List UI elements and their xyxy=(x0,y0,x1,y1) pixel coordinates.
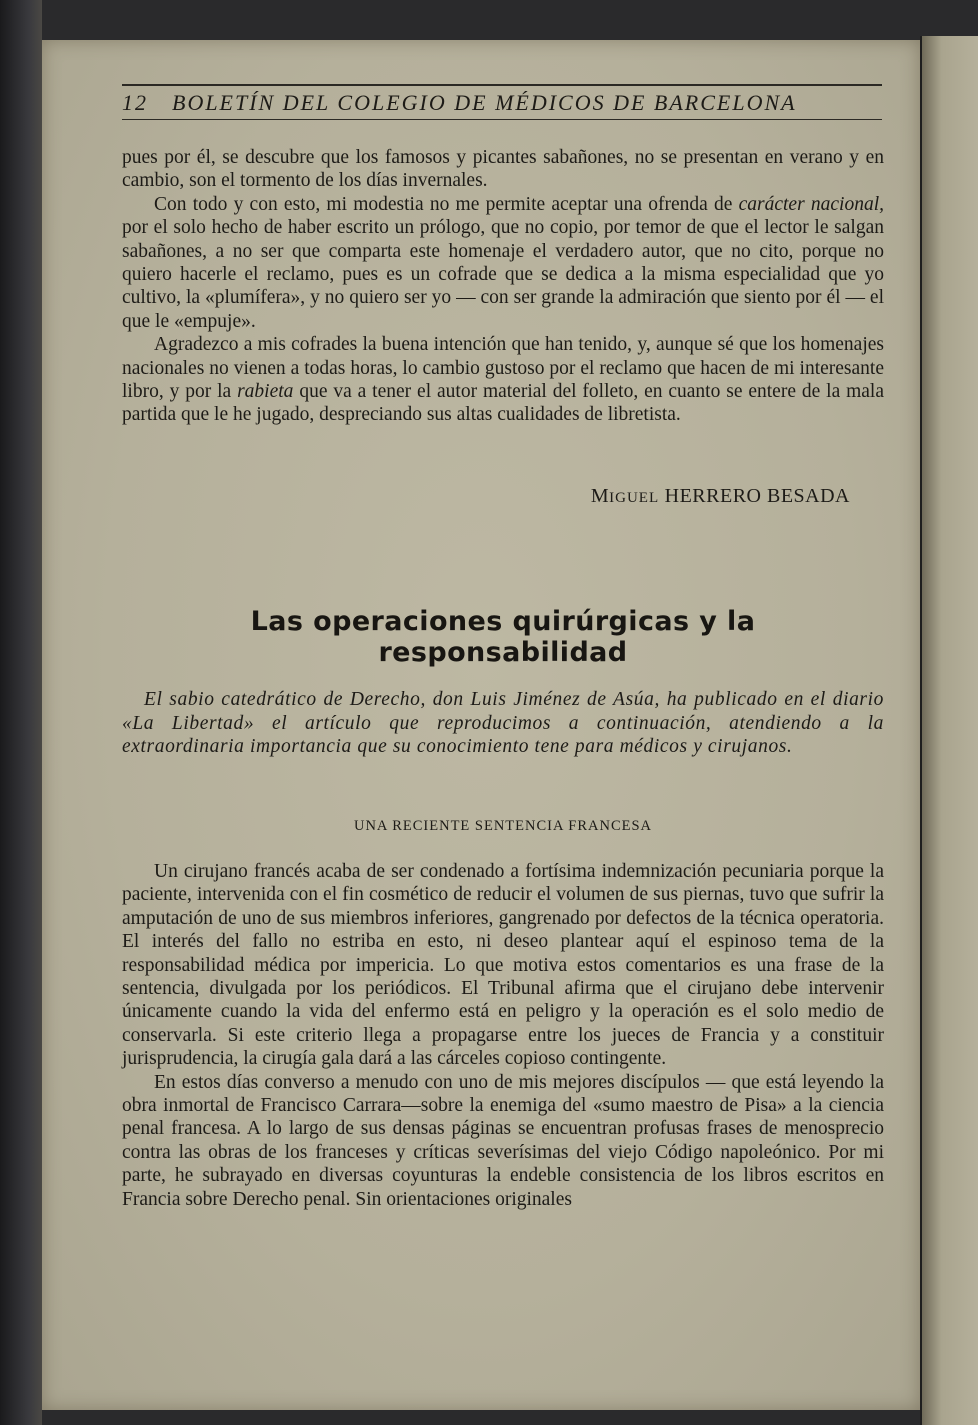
emphasis-text: rabieta xyxy=(237,381,294,403)
previous-article-paragraph: Con todo y con esto, mi modestia no me permite aceptar una ofrenda de carácter nacional, por el solo hecho de haber escrito un prólogo, que no copio, por temor de que el lector le salgan sabañones, a no ser que comparta este homenaje el verdadero autor, que no cito, porque no quiero hacerle el reclamo, pues es un cofrade que se dedica a la misma especialidad que yo cultivo, la «plumífera», y no quiero ser yo — con ser grande la admiración que siento por él — el que le «empuje». xyxy=(122,193,884,332)
journal-title: BOLETÍN DEL COLEGIO DE MÉDICOS DE BARCELONA xyxy=(172,90,797,115)
running-header xyxy=(122,84,882,120)
adjacent-page-edge xyxy=(920,36,978,1425)
emphasis-text: carácter nacional, xyxy=(738,193,884,215)
previous-article-paragraph: Agradezco a mis cofrades la buena intención que han tenido, y, aunque sé que los homenajes nacionales no vienen a todas horas, lo cambio gustoso por el reclamo que hacen de mi interesante libro, y por la rabieta que va a tener el autor material del folleto, en cuanto se entere de la mala partida que le he jugado, despreciando sus altas cualidades de libretista. xyxy=(122,334,885,426)
journal-page xyxy=(42,40,920,1410)
book-gutter xyxy=(0,0,42,1425)
article-body xyxy=(122,860,884,1211)
article-paragraph: En estos días converso a menudo con uno de mis mejores discípulos — que está leyendo la obra inmortal de Francisco Carrara—sobre la enemiga del «sumo maestro de Pisa» a la ciencia penal francesa. A lo largo de sus densas páginas se encuentran profusas frases de menosprecio contra las obras de los franceses y críticas severísimas del viejo Código napoleónico. Por mi parte, he subrayado en diversas coyunturas la endeble consistencia de los libros escritos en Francia sobre Derecho penal. Sin orientaciones originales xyxy=(122,1071,884,1210)
author-signature: MIGUEL HERRERO BESADA xyxy=(590,485,850,507)
page-number: 12 xyxy=(122,90,148,115)
article-paragraph: Un cirujano francés acaba de ser condenado a fortísima indemnización pecuniaria porque la paciente, intervenida con el fin cosmético de reducir el volumen de sus piernas, tuvo que sufrir la amputación de uno de sus miembros inferiores, gangrenado por defectos de la técnica operatoria. El interés del fallo no estriba en esto, ni deseo plantear aquí el espinoso tema de la responsabilidad médica por impericia. Lo que motiva estos comentarios es una frase de la sentencia, divulgada por los periódicos. El Tribunal afirma que el cirujano debe intervenir únicamente cuando la vida del enfermo está en peligro y la operación es el solo medio de conservarla. Si este criterio llega a propagarse entre los jueces de Francia y a constituir jurisprudencia, la cirugía gala dará a las cárceles copioso contingente. xyxy=(122,861,884,1070)
previous-article-text xyxy=(122,146,884,427)
section-heading: UNA RECIENTE SENTENCIA FRANCESA xyxy=(353,818,653,834)
article-title: Las operaciones quirúrgicas y la responsabilidad xyxy=(250,606,756,668)
article-intro: El sabio catedrático de Derecho, don Luis Jiménez de Asúa, ha publicado en el diario «La Libertad» el artículo que reproducimos a continuación, atendiendo a la extraordinaria importancia que su conocimiento tene para médicos y cirujanos. xyxy=(122,689,884,757)
previous-article-paragraph: pues por él, se descubre que los famosos y picantes sabañones, no se presentan en verano y en cambio, son el tormento de los días invernales. xyxy=(122,147,884,192)
